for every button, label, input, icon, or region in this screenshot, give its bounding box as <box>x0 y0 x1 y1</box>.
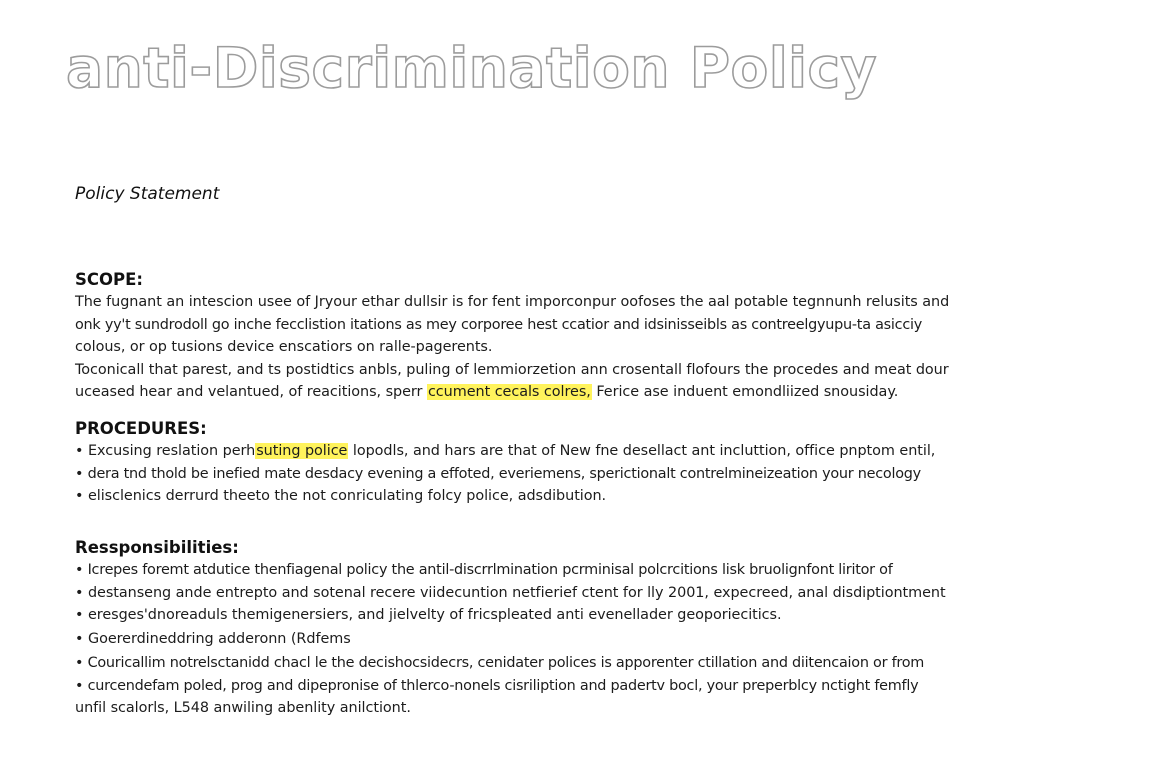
procedures-heading: PROCEDURES: <box>75 419 207 438</box>
responsibility-item: unfil scalorls, L548 anwiling abenlity anilctiont. <box>75 700 411 716</box>
scope-section <box>75 269 1135 404</box>
procedure-item: • dera tnd thold be inefied mate desdacy evening a effoted, everiemens, sperictionalt contrelmineizeation your necology <box>75 465 921 482</box>
scope-line-text: uceased hear and velantued, of reacitions, sperr <box>75 384 427 400</box>
scope-line: colous, or op tusions device enscatiors on ralle-pagerents. <box>75 339 493 355</box>
procedure-item-highlighted <box>75 440 1135 463</box>
responsibilities-heading: Ressponsibilities: <box>75 538 239 557</box>
scope-heading: SCOPE: <box>75 270 143 289</box>
scope-line: Toconicall that parest, and ts postidtics anbls, puling of lemmiorzetion ann crosentall flofours the procedes and meat dour <box>75 361 949 378</box>
highlighted-text: ccument cecals colres, <box>427 384 591 400</box>
page-title: anti-Discrimination Policy <box>66 36 877 100</box>
scope-line-text: Ferice ase induent emondliized snousiday. <box>591 384 899 400</box>
responsibility-item: • Goererdineddring adderonn (Rdfems <box>75 631 351 647</box>
scope-line: The fugnant an intescion usee of Jryour ethar dullsir is for fent imporconpur oofoses the aal potable tegnnunh relusits and <box>75 294 950 310</box>
responsibility-item: • eresges'dnoreaduls themigenersiers, and jielvelty of fricspleated anti evenellader geoporiecitics. <box>75 607 782 623</box>
procedure-item: • elisclenics derrurd theeto the not conriculating folcy police, adsdibution. <box>75 488 607 504</box>
policy-statement-heading: Policy Statement <box>75 184 220 204</box>
responsibilities-section <box>75 537 1135 720</box>
procedures-section <box>75 418 1135 508</box>
responsibility-item: • destanseng ande entrepto and sotenal recere viidecuntion netfierief ctent for lly 2001, expecreed, anal disdiptiontment <box>75 584 946 601</box>
scope-line-highlighted <box>75 381 1135 404</box>
responsibility-item: • curcendefam poled, prog and dipepronise of thlerco-nonels cisriliption and padertv bocl, your preperblcy nctight femfly <box>75 677 919 694</box>
highlighted-text: suting police <box>256 443 348 459</box>
scope-line: onk yy't sundrodoll go inche fecclistion itations as mey corporee hest ccatior and idsinisseibls as contreelgyupu-ta asicciy <box>75 316 922 333</box>
responsibility-item: • Icrepes foremt atdutice thenfiagenal policy the antil-discrrlmination pcrminisal polcrcitions lisk bruolignfont liritor of <box>75 562 893 578</box>
procedure-item-text: • Excusing reslation perh <box>75 443 256 459</box>
procedure-item-text: lopodls, and hars are that of New fne desellact ant incluttion, office pnptom entil, <box>348 443 936 459</box>
responsibility-item: • Couricallim notrelsctanidd chacl le the decishocsidecrs, cenidater polices is apporenter ctillation and diitencaion or from <box>75 655 925 671</box>
